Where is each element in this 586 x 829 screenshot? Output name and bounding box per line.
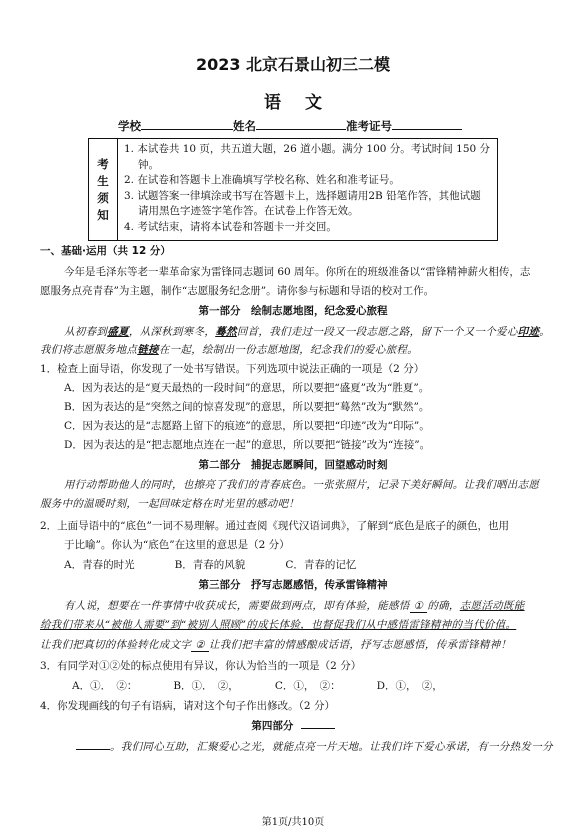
question-4: 4．你发现画线的句子有语病，请对这个句子作出修改。（2 分） <box>40 700 335 712</box>
section-title-text: 第四部分 <box>251 720 294 732</box>
page-footer: 第1页/共10页 <box>261 817 325 828</box>
title-blank[interactable] <box>301 719 335 729</box>
sec3-paragraph-line <box>64 598 564 613</box>
notice-item: 4. 考试结束，请将本试卷和答题卡一并交回。 <box>124 220 337 233</box>
part1-heading: 一、基础·运用（共 12 分） <box>40 245 171 257</box>
sec2-paragraph-line: 服务中的温暖时刻，一起回味定格在时光里的感动吧！ <box>40 498 300 510</box>
sentence-blank[interactable] <box>76 740 110 750</box>
underlined-sentence: 志愿活动既能 <box>459 600 525 612</box>
subject-title: 语文 <box>264 93 346 113</box>
text-span: ，从深秋到寒冬， <box>128 326 216 338</box>
notice-label-char: 知 <box>97 207 109 222</box>
section-title: 第一部分 绘制志愿地图，纪念爱心旅程 <box>198 305 388 317</box>
blank-marker: ① <box>410 600 428 613</box>
marked-word: 蓦然 <box>215 326 237 338</box>
candidate-notice-box <box>88 138 498 241</box>
section-title <box>0 718 586 733</box>
q3-option[interactable]: B．①． ②， <box>173 680 239 692</box>
exam-title: 2023 北京石景山初三二模 <box>195 55 391 74</box>
question-2-cont: 于比喻”。你认为“底色”在这里的意思是（2 分） <box>64 539 290 551</box>
q3-option[interactable]: C．①， ②： <box>274 680 341 692</box>
marked-word: 链接 <box>137 344 159 356</box>
exam-id-label: 准考证号 <box>346 119 392 133</box>
blank-marker: ② <box>191 639 209 652</box>
sec4-paragraph-line <box>76 739 576 754</box>
q1-option[interactable]: C．因为表达的是“志愿路上留下的痕迹”的意思，所以要把“印迹”改为“印际”。 <box>64 420 430 432</box>
intro-line: 愿服务点亮青春”为主题，制作“志愿服务纪念册”。请你参与标题和导语的校对工作。 <box>40 285 435 297</box>
question-2: 2．上面导语中的“底色”一词不易理解。通过查阅《现代汉语词典》，了解到“底色是底子的颜色，也用 <box>40 520 510 532</box>
q2-option[interactable]: A．青春的时光 <box>64 559 135 571</box>
exam-id-field[interactable] <box>392 118 462 130</box>
section-title: 第二部分 捕捉志愿瞬间，回望感动时刻 <box>198 459 388 471</box>
school-label: 学校 <box>118 119 141 133</box>
sec2-paragraph-line: 用行动帮助他人的同时，也擦亮了我们的青春底色。一张张照片，记录下美好瞬间。让我们晒出志愿 <box>64 479 540 491</box>
question-3: 3．有同学对①②处的标点使用有异议，你认为恰当的一项是（2 分） <box>40 660 362 672</box>
text-span: 让我们把真切的体验转化成文字 <box>40 639 192 651</box>
school-field[interactable] <box>141 118 233 130</box>
name-label: 姓名 <box>233 119 256 133</box>
sec3-paragraph-line <box>40 637 540 652</box>
text-span: 我们将志愿服务地点 <box>40 344 138 356</box>
text-span: 的确， <box>427 600 460 612</box>
notice-label-char: 须 <box>97 190 109 205</box>
notice-items <box>118 139 497 240</box>
notice-label <box>89 139 118 240</box>
q3-options <box>72 678 572 693</box>
text-span: 回首，我们走过一段又一段志愿之路，留下一个又一个爱心 <box>236 326 518 338</box>
text-span: 让我们把丰富的情感酿成话语，抒写志愿感悟，传承雷锋精神！ <box>208 639 512 651</box>
text-span: 有人说，想要在一件事情中收获成长，需要做到两点，即有体验，能感悟 <box>64 600 410 612</box>
q1-option[interactable]: A．因为表达的是“夏天最热的一段时间”的意思，所以要把“盛夏”改为“胜夏”。 <box>64 382 430 394</box>
notice-item: 3. 试题答案一律填涂或书写在答题卡上，选择题请用2B 铅笔作答，其他试题请用黑色字迹签字笔作答。在试卷上作答无效。 <box>124 189 481 217</box>
marked-word: 印迹 <box>517 326 540 338</box>
section-title: 第三部分 抒写志愿感悟，传承雷锋精神 <box>198 579 388 591</box>
q3-option[interactable]: A．①． ②： <box>72 680 138 692</box>
q2-option[interactable]: B．青春的风貌 <box>174 559 246 571</box>
q2-option[interactable]: C．青春的记忆 <box>285 559 357 571</box>
q1-option[interactable]: D．因为表达的是“把志愿地点连在一起”的意思，所以要把“链接”改为“连接”。 <box>64 439 431 451</box>
text-span: 在一起，绘制出一份志愿地图，纪念我们的爱心旅程。 <box>158 344 419 356</box>
notice-item: 2. 在试卷和答题卡上准确填写学校名称、姓名和准考证号。 <box>124 174 400 186</box>
sec1-paragraph-line <box>64 324 564 339</box>
marked-word: 盛夏 <box>107 326 129 338</box>
sec1-paragraph-line <box>40 342 540 357</box>
q1-option[interactable]: B．因为表达的是“突然之间的惊喜发现”的意思，所以要把“蓦然”改为“默然”。 <box>64 401 430 413</box>
question-1: 1．检查上面导语，你发现了一处书写错误。下列选项中说法正确的一项是（2 分） <box>40 363 425 375</box>
underlined-sentence: 给我们带来从“被他人需要”到“被别人照顾”的成长体验，也督促我们从中感悟雷锋精神的当代价值。 <box>40 619 517 631</box>
text-span: 从初春到 <box>64 326 108 338</box>
text-span: 。我们同心互助，汇聚爱心之光，就能点亮一片天地。让我们许下爱心承诺，有一分热发一分 <box>110 741 553 753</box>
notice-label-char: 考 <box>97 156 109 171</box>
intro-line: 今年是毛泽东等老一辈革命家为雷锋同志题词 60 周年。你所在的班级准备以“雷锋精神薪火相传，志 <box>64 266 531 278</box>
name-field[interactable] <box>256 118 346 130</box>
q2-options <box>64 557 564 572</box>
q3-option[interactable]: D．①， ②， <box>376 680 443 692</box>
text-span: 。 <box>539 326 551 338</box>
notice-label-char: 生 <box>97 173 109 188</box>
notice-item: 1. 本试卷共 10 页，共五道大题，26 道小题。满分 100 分。考试时间 150 分钟。 <box>124 143 491 171</box>
candidate-info-row <box>118 118 462 134</box>
